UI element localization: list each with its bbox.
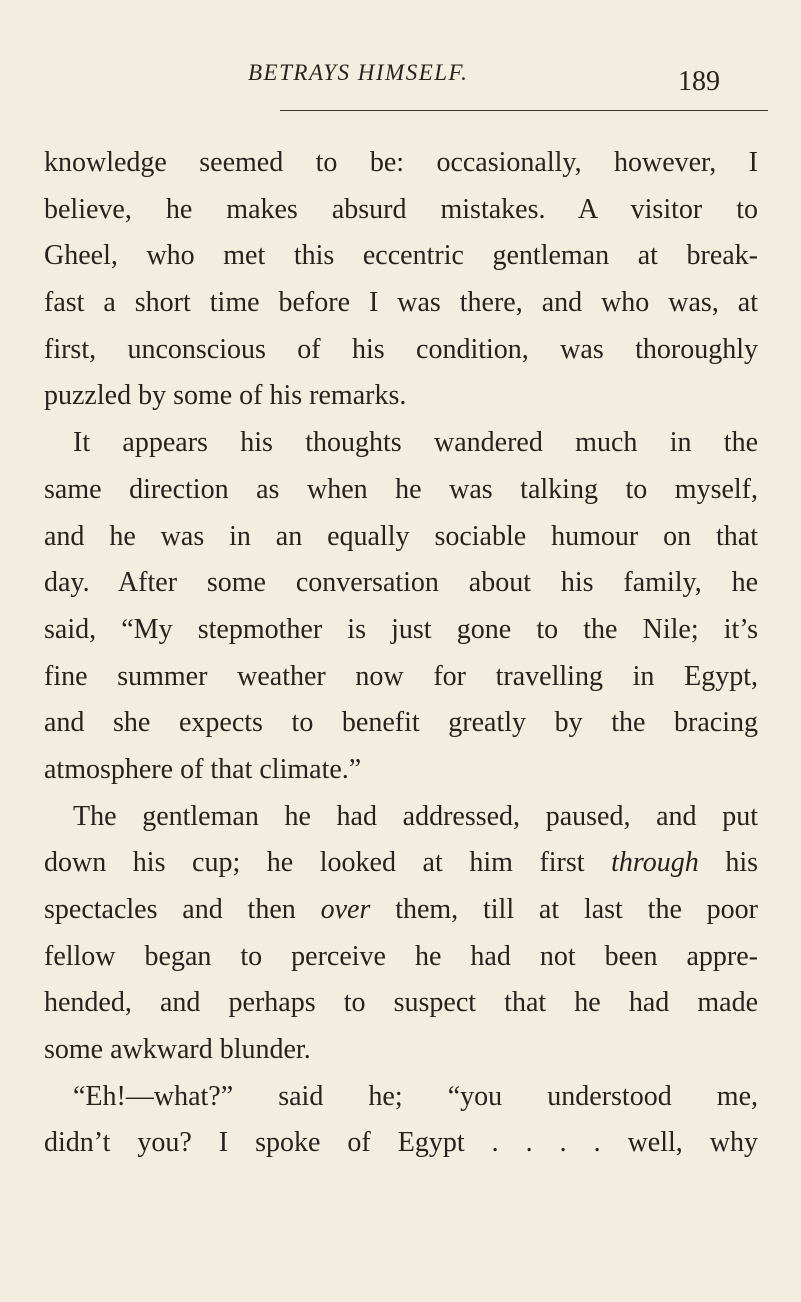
text-line: hended, and perhaps to suspect that he had made (44, 987, 758, 1019)
text-line: atmosphere of that climate.” (44, 753, 362, 785)
text-segment: spectacles and then (44, 894, 296, 925)
text-line: believe, he makes absurd mistakes. A visitor to (44, 193, 758, 225)
text-line: puzzled by some of his remarks. (44, 380, 407, 412)
text-line: didn’t you? I spoke of Egypt . . . . well, why (44, 1127, 758, 1159)
text-segment: down his cup; he looked at him first (44, 847, 585, 879)
text-line: It appears his thoughts wandered much in the (73, 427, 758, 459)
text-line: The gentleman he had addressed, paused, and put (73, 800, 758, 832)
text-line: some awkward blunder. (44, 1034, 311, 1066)
text-line: said, “My stepmother is just gone to the Nile; it’s (44, 613, 758, 645)
text-line: fine summer weather now for travelling in Egypt, (44, 660, 758, 692)
running-title: BETRAYS HIMSELF. (248, 60, 469, 85)
text-line: first, unconscious of his condition, was thoroughly (44, 333, 758, 365)
body-text (44, 140, 758, 1167)
italic-word: through (611, 847, 699, 879)
text-line (44, 887, 758, 934)
text-line: “Eh!—what?” said he; “you understood me, (73, 1080, 758, 1112)
text-line (44, 840, 758, 887)
text-segment: his (725, 847, 758, 879)
italic-word: over (320, 894, 371, 925)
text-line: fast a short time before I was there, and who was, at (44, 287, 758, 319)
text-line: knowledge seemed to be: occasionally, however, I (44, 147, 758, 178)
text-line: day. After some conversation about his family, he (44, 567, 758, 599)
text-line: and she expects to benefit greatly by the bracing (44, 707, 758, 739)
text-line: Gheel, who met this eccentric gentleman at break- (44, 240, 758, 272)
page-number: 189 (678, 66, 720, 97)
page-header (0, 60, 801, 110)
text-segment: them, till at last the poor (395, 894, 758, 925)
header-rule (280, 110, 768, 111)
text-line: and he was in an equally sociable humour on that (44, 520, 758, 552)
text-line: fellow began to perceive he had not been appre- (44, 940, 758, 972)
text-line: same direction as when he was talking to myself, (44, 473, 758, 505)
